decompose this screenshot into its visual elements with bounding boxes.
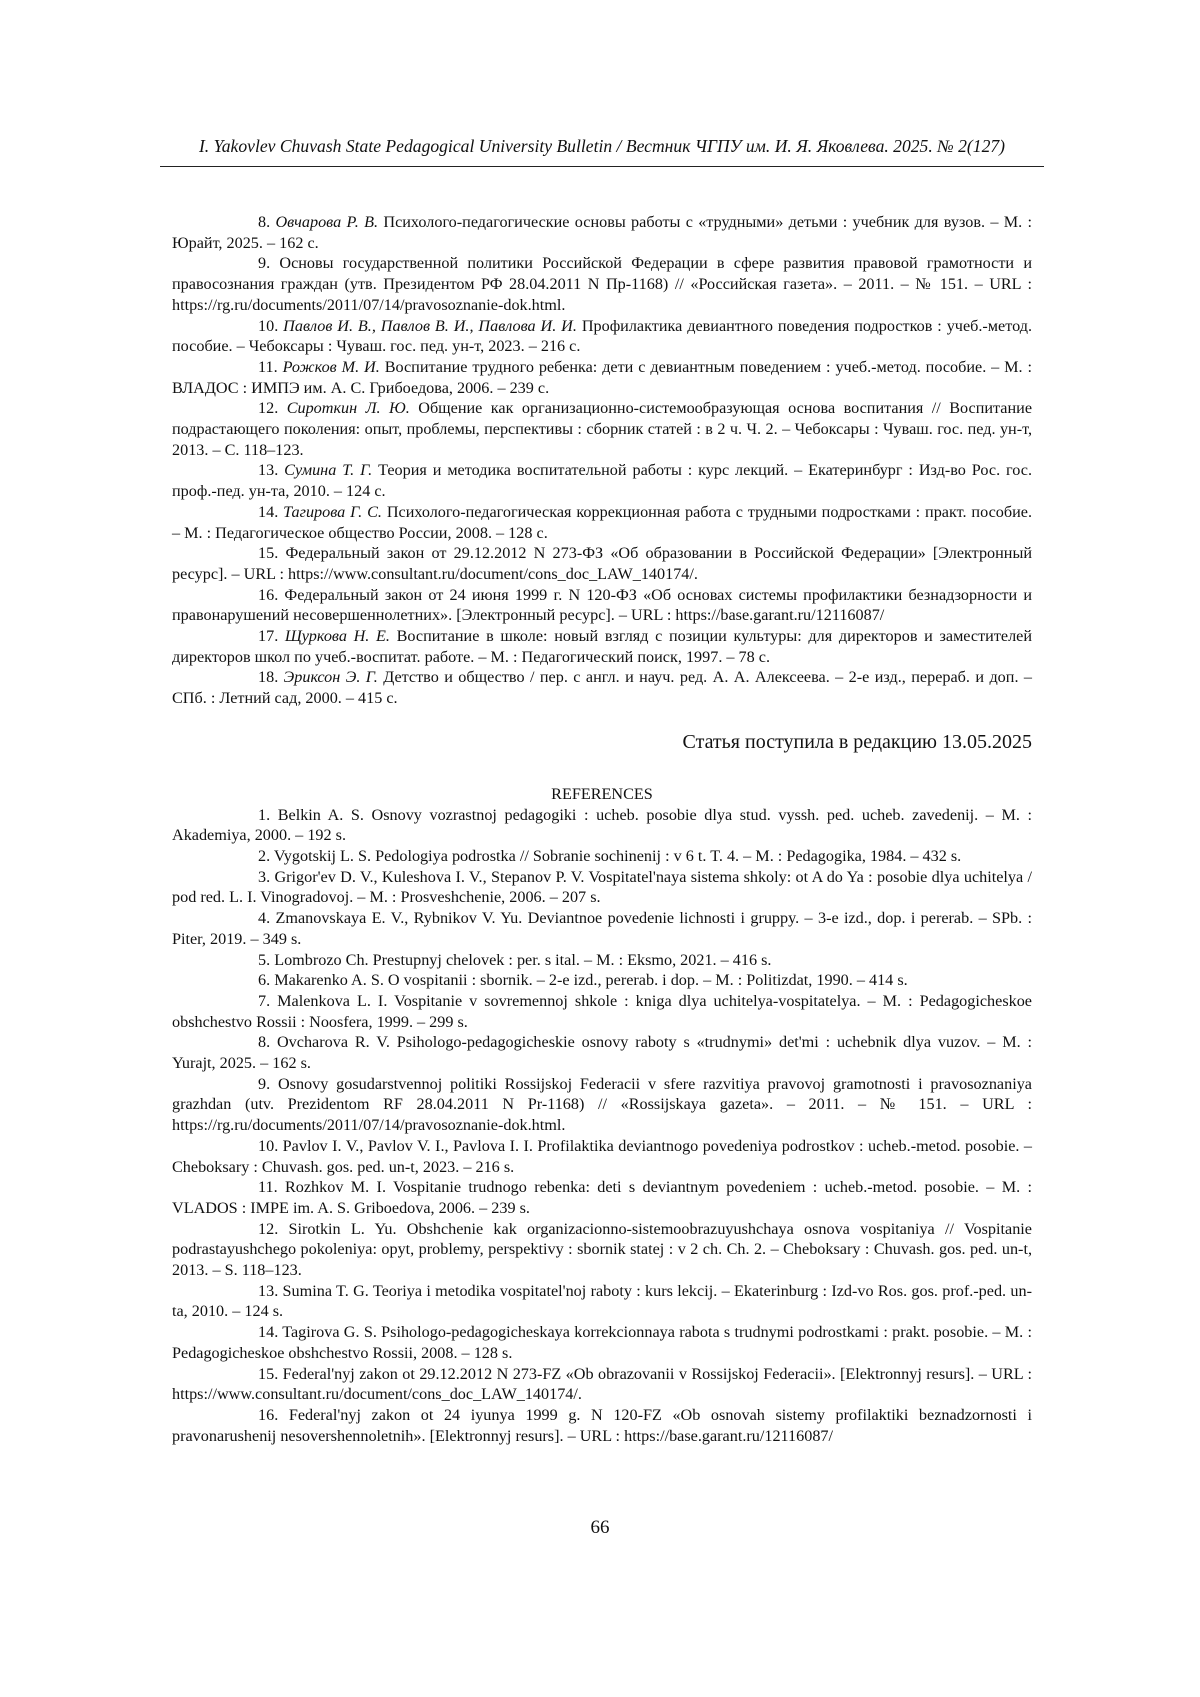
reference-author: Тагирова Г. С. xyxy=(283,502,382,521)
reference-text: Воспитание трудного ребенка: дети с девиантным поведением : учеб.-метод. пособие. – М. : ВЛАДОС : ИМПЭ им. А. С. Грибоедова, 2006. – 239 с. xyxy=(172,357,1032,397)
reference-item-en: 6. Makarenko A. S. O vospitanii : sbornik. – 2-e izd., pererab. i dop. – M. : Politizdat, 1990. – 414 s. xyxy=(258,971,908,990)
reference-item-en: 13. Sumina T. G. Teoriya i metodika vospitatel'noj raboty : kurs lekcij. – Ekaterinburg : Izd-vo Ros. gos. prof.-ped. un-ta, 2010. – 124 s. xyxy=(172,1281,1032,1321)
reference-author: Рожков М. И. xyxy=(282,357,380,376)
reference-item xyxy=(172,212,1032,253)
reference-item xyxy=(172,398,1032,460)
reference-item-en: 11. Rozhkov M. I. Vospitanie trudnogo rebenka: deti s deviantnym povedeniem : ucheb.-metod. posobie. – M. : VLADOS : IMPE im. A. S. Griboedova, 2006. – 239 s. xyxy=(172,1178,1032,1217)
reference-number: 15. xyxy=(258,544,279,563)
reference-author: Эриксон Э. Г. xyxy=(283,668,378,687)
reference-item-en: 12. Sirotkin L. Yu. Obshchenie kak organizacionno-sistemoobrazuyushchaya osnova vospitaniya // Vospitanie podrastayushchego pokoleniya: opyt, problemy, perspektivy : sbornik statej : v 2 ch. Ch. 2. – Cheboksary : Chuvash. gos. ped. un-t, 2013. – S. 118–123. xyxy=(172,1219,1032,1280)
reference-item-en: 7. Malenkova L. I. Vospitanie v sovremennoj shkole : kniga dlya uchitelya-vospitatelya. – M. : Pedagogicheskoe obshchestvo Rossii : Noosfera, 1999. – 299 s. xyxy=(172,991,1032,1031)
reference-number: 12. xyxy=(258,399,279,418)
reference-author: Щуркова Н. Е. xyxy=(284,627,390,646)
reference-text: Основы государственной политики Российской Федерации в сфере развития правовой грамотности и правосознания граждан (утв. Президентом РФ 28.04.2011 N Пр-1168) // «Российская газета». – 2011. – № 151. – URL : https://rg.ru/documents/2011/07/14/pravosoznanie-dok.html. xyxy=(172,254,1032,314)
reference-number: 17. xyxy=(258,627,279,646)
reference-text: Теория и методика воспитательной работы : курс лекций. – Екатеринбург : Изд-во Рос. гос. проф.-пед. ун-та, 2010. – 124 с. xyxy=(172,461,1032,501)
reference-item-en: 16. Federal'nyj zakon ot 24 iyunya 1999 g. N 120-FZ «Ob osnovah sistemy profilaktiki beznadzornosti i pravonarushenij nesovershennoletnih». [Elektronnyj resurs]. – URL : https://base.garant.ru/12116087/ xyxy=(172,1405,1032,1445)
reference-item xyxy=(172,253,1032,315)
reference-text: Федеральный закон от 29.12.2012 N 273-ФЗ «Об образовании в Российской Федерации» [Электронный ресурс]. – URL : https://www.consultant.ru/document/cons_doc_LAW_140174/. xyxy=(172,544,1032,583)
reference-text: Психолого-педагогические основы работы с «трудными» детьми : учебник для вузов. – М. : Юрайт, 2025. – 162 с. xyxy=(172,213,1032,252)
reference-number: 9. xyxy=(258,254,271,273)
reference-item xyxy=(172,502,1032,543)
reference-number: 13. xyxy=(258,461,279,480)
received-date: Статья поступила в редакцию 13.05.2025 xyxy=(682,730,1032,753)
reference-item xyxy=(172,357,1032,398)
reference-item xyxy=(172,667,1032,708)
article-content xyxy=(172,212,1032,1446)
header-divider xyxy=(160,166,1044,167)
reference-number: 8. xyxy=(258,213,271,231)
reference-item-en: 4. Zmanovskaya E. V., Rybnikov V. Yu. Deviantnoe povedenie lichnosti i gruppy. – 3-e izd., dop. i pererab. – SPb. : Piter, 2019. – 349 s. xyxy=(172,909,1032,948)
reference-list-ru xyxy=(172,212,1032,709)
reference-item-en: 15. Federal'nyj zakon ot 29.12.2012 N 273-FZ «Ob obrazovanii v Rossijskoj Federacii». [Elektronnyj resurs]. – URL : https://www.consultant.ru/document/cons_doc_LAW_140174/. xyxy=(172,1364,1032,1404)
page-number: 66 xyxy=(590,1517,610,1538)
reference-text: Воспитание в школе: новый взгляд с позиции культуры: для директоров и заместителей директоров школ по учеб.-воспитат. работе. – М. : Педагогический поиск, 1997. – 78 с. xyxy=(172,627,1033,666)
reference-item xyxy=(172,316,1032,357)
reference-number: 14. xyxy=(258,502,279,521)
reference-text: Детство и общество / пер. с англ. и науч. ред. А. А. Алексеева. – 2-е изд., перераб. и доп. – СПб. : Летний сад, 2000. – 415 с. xyxy=(172,668,1032,708)
reference-number: 18. xyxy=(258,668,279,687)
reference-author: Овчарова Р. В. xyxy=(275,213,379,231)
reference-item-en: 10. Pavlov I. V., Pavlov V. I., Pavlova I. I. Profilaktika deviantnogo povedeniya podrostkov : ucheb.-metod. posobie. – Cheboksary : Chuvash. gos. ped. un-t, 2023. – 216 s. xyxy=(172,1136,1032,1176)
reference-text: Федеральный закон от 24 июня 1999 г. N 120-ФЗ «Об основах системы профилактики безнадзорности и правонарушений несовершеннолетних». [Электронный ресурс]. – URL : https://base.garant.ru/12116087/ xyxy=(172,585,1032,625)
reference-item-en: 1. Belkin A. S. Osnovy vozrastnoj pedagogiki : ucheb. posobie dlya stud. vyssh. ped. ucheb. zavedenij. – M. : Akademiya, 2000. – 192 s. xyxy=(172,805,1032,845)
running-header: I. Yakovlev Chuvash State Pedagogical University Bulletin / Вестник ЧГПУ им. И. Я. Яковлева. 2025. № 2(127) xyxy=(198,136,1006,156)
reference-number: 11. xyxy=(258,357,278,376)
reference-number: 16. xyxy=(258,585,279,604)
reference-item xyxy=(172,543,1032,584)
reference-author: Сумина Т. Г. xyxy=(284,461,373,480)
reference-number: 10. xyxy=(258,316,279,335)
reference-item-en: 5. Lombrozo Ch. Prestupnyj chelovek : per. s ital. – M. : Eksmo, 2021. – 416 s. xyxy=(258,950,772,969)
reference-item xyxy=(172,626,1032,667)
reference-author: Павлов И. В., Павлов В. И., Павлова И. И. xyxy=(283,316,577,335)
reference-item-en: 2. Vygotskij L. S. Pedologiya podrostka // Sobranie sochinenij : v 6 t. T. 4. – M. : Pedagogika, 1984. – 432 s. xyxy=(258,846,962,865)
reference-item-en: 14. Tagirova G. S. Psihologo-pedagogicheskaya korrekcionnaya rabota s trudnymi podrostkami : prakt. posobie. – M. : Pedagogicheskoe obshchestvo Rossii, 2008. – 128 s. xyxy=(172,1323,1032,1362)
reference-text: Психолого-педагогическая коррекционная работа с трудными подростками : практ. пособие. – М. : Педагогическое общество России, 2008. – 128 с. xyxy=(172,502,1032,542)
reference-author: Сироткин Л. Ю. xyxy=(286,399,410,418)
reference-item xyxy=(172,460,1032,501)
reference-text: Общение как организационно-системообразующая основа воспитания // Воспитание подрастающего поколения: опыт, проблемы, перспективы : сборник статей : в 2 ч. Ч. 2. – Чебоксары : Чуваш. гос. пед. ун-т, 2013. – С. 118–123. xyxy=(172,399,1033,459)
reference-text: Профилактика девиантного поведения подростков : учеб.-метод. пособие. – Чебоксары : Чуваш. гос. пед. ун-т, 2023. – 216 с. xyxy=(172,316,1032,356)
reference-item-en: 9. Osnovy gosudarstvennoj politiki Rossijskoj Federacii v sfere razvitiya pravovoj gramotnosti i pravosoznaniya grazhdan (utv. Prezidentom RF 28.04.2011 N Pr-1168) // «Rossijskaya gazeta». – 2011. – № 151. – URL : https://rg.ru/documents/2011/07/14/pravosoznanie-dok.html. xyxy=(172,1074,1032,1135)
reference-list-en xyxy=(172,805,1032,1447)
reference-item-en: 8. Ovcharova R. V. Psihologo-pedagogicheskie osnovy raboty s «trudnymi» det'mi : uchebnik dlya vuzov. – M. : Yurajt, 2025. – 162 s. xyxy=(172,1033,1032,1073)
reference-item-en: 3. Grigor'ev D. V., Kuleshova I. V., Stepanov P. V. Vospitatel'naya sistema shkoly: ot A do Ya : posobie dlya uchitelya / pod red. L. I. Vinogradovoj. – M. : Prosveshchenie, 2006. – 207 s. xyxy=(172,867,1032,907)
reference-item xyxy=(172,585,1032,626)
references-heading: REFERENCES xyxy=(551,784,653,803)
